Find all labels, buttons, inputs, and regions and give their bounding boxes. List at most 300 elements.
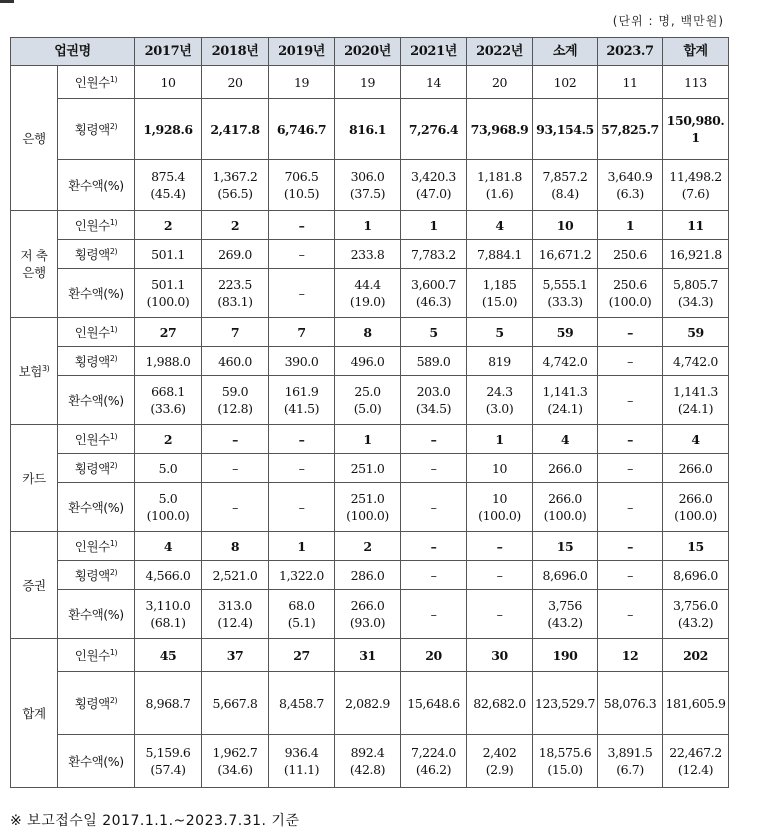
value-cell: 819	[467, 347, 533, 376]
value-cell	[663, 483, 729, 532]
recovered-amount: 11,498.2	[669, 169, 722, 184]
sector-name	[11, 425, 58, 532]
value-cell	[135, 590, 202, 639]
header-col: 합계	[663, 38, 729, 66]
sector-name	[11, 532, 58, 639]
recovered-percent: (24.1)	[547, 401, 583, 416]
metric-label	[58, 672, 135, 735]
value-cell: 390.0	[269, 347, 335, 376]
value-cell	[269, 160, 335, 211]
recovered-percent: (68.1)	[150, 615, 186, 630]
metric-label-text: 환수액(%)	[68, 285, 124, 301]
metric-label-text: 횡령액	[74, 353, 110, 369]
recovered-percent: (12.8)	[217, 401, 253, 416]
metric-label-text: 인원수	[74, 74, 110, 90]
recovered-amount: 936.4	[284, 745, 319, 760]
recovered-percent: (12.4)	[677, 762, 714, 777]
metric-label	[58, 211, 135, 240]
sector-row-amount	[11, 454, 729, 483]
sector-name-line: 보험$^{3)}$	[18, 363, 50, 379]
sector-name-line: 은행	[22, 130, 46, 146]
value-cell: 5	[467, 318, 533, 347]
metric-footnote-mark: 1)	[109, 74, 118, 84]
value-cell: –	[202, 425, 269, 454]
value-cell	[202, 483, 269, 532]
value-cell	[335, 483, 401, 532]
metric-footnote-mark: 1)	[109, 431, 118, 441]
value-cell: 6,746.7	[269, 99, 335, 160]
sector-row-count	[11, 425, 729, 454]
recovered-amount: 3,420.3	[411, 169, 456, 184]
recovered-percent: (12.4)	[217, 615, 253, 630]
value-cell: 269.0	[202, 240, 269, 269]
value-cell: 2	[202, 211, 269, 240]
metric-label-text: 환수액(%)	[68, 392, 124, 408]
value-cell: 286.0	[335, 561, 401, 590]
recovered-amount: 1,962.7	[212, 745, 258, 760]
metric-label-text: 환수액(%)	[68, 499, 124, 515]
recovered-amount: 3,600.7	[411, 277, 456, 292]
value-cell: 15	[663, 532, 729, 561]
value-cell: 93,154.5	[533, 99, 598, 160]
metric-label-text: 횡령액	[74, 246, 110, 262]
header-col: 2022년	[467, 38, 533, 66]
metric-label-text: 인원수	[74, 217, 110, 233]
value-cell: 8	[335, 318, 401, 347]
value-cell	[533, 590, 598, 639]
metric-label-text: 인원수	[74, 431, 110, 447]
recovered-amount: 306.0	[350, 169, 385, 184]
value-cell	[335, 160, 401, 211]
sector-row-amount	[11, 672, 729, 735]
value-cell	[533, 735, 598, 788]
sector-row-amount	[11, 347, 729, 376]
value-cell: 1	[335, 425, 401, 454]
recovered-percent: (34.6)	[217, 762, 253, 777]
value-cell	[663, 160, 729, 211]
value-cell	[533, 376, 598, 425]
value-cell: 4,742.0	[663, 347, 729, 376]
sector-name-line: 합계	[22, 705, 46, 721]
recovered-amount: 24.3	[486, 384, 513, 399]
metric-label-text: 횡령액	[74, 695, 110, 711]
recovered-percent: (93.0)	[349, 615, 386, 630]
recovered-amount: 18,575.6	[538, 745, 592, 760]
value-cell: –	[467, 561, 533, 590]
sector-row-recovered	[11, 735, 729, 788]
recovered-percent: (56.5)	[217, 186, 253, 201]
value-cell: 7	[269, 318, 335, 347]
value-cell	[598, 590, 663, 639]
recovered-percent: (6.3)	[616, 186, 644, 201]
value-cell	[467, 735, 533, 788]
metric-label-text: 횡령액	[74, 460, 110, 476]
recovered-amount: –	[298, 285, 305, 301]
recovered-amount: 266.0	[350, 598, 385, 613]
value-cell: 266.0	[663, 454, 729, 483]
corner-mark	[0, 0, 14, 3]
value-cell: 12	[598, 639, 663, 672]
metric-footnote-mark: 2)	[109, 695, 118, 705]
value-cell: 73,968.9	[467, 99, 533, 160]
recovered-percent: (34.5)	[415, 401, 452, 416]
value-cell: 2	[335, 532, 401, 561]
value-cell: 501.1	[135, 240, 202, 269]
sector-row-count	[11, 639, 729, 672]
value-cell: 190	[533, 639, 598, 672]
recovered-amount: 250.6	[613, 277, 647, 292]
value-cell	[135, 160, 202, 211]
value-cell: 496.0	[335, 347, 401, 376]
sector-row-recovered	[11, 590, 729, 639]
recovered-percent: (8.4)	[551, 186, 579, 201]
value-cell: 589.0	[401, 347, 467, 376]
recovered-percent: (33.3)	[547, 294, 583, 309]
recovered-percent: (100.0)	[146, 508, 190, 523]
value-cell	[269, 483, 335, 532]
value-cell: 2,521.0	[202, 561, 269, 590]
metric-label-text: 횡령액	[74, 121, 110, 137]
recovered-amount: 706.5	[284, 169, 319, 184]
value-cell	[335, 735, 401, 788]
value-cell	[401, 590, 467, 639]
sector-name-line: 카드	[22, 470, 46, 486]
value-cell: 2,082.9	[335, 672, 401, 735]
recovered-percent: (7.6)	[681, 186, 710, 201]
value-cell: 14	[401, 66, 467, 99]
value-cell: –	[202, 454, 269, 483]
value-cell: –	[598, 318, 663, 347]
recovered-amount: 5,805.7	[673, 277, 718, 292]
header-col: 2023.7	[598, 38, 663, 66]
recovered-amount: 59.0	[221, 384, 249, 399]
metric-label-text: 인원수	[74, 647, 110, 663]
recovered-amount: 1,141.3	[542, 384, 588, 399]
recovered-amount: 3,756.0	[673, 598, 718, 613]
embezzlement-table	[10, 37, 729, 788]
value-cell: –	[401, 454, 467, 483]
value-cell: 30	[467, 639, 533, 672]
value-cell: –	[598, 347, 663, 376]
value-cell: 251.0	[335, 454, 401, 483]
metric-label	[58, 240, 135, 269]
value-cell: 11	[598, 66, 663, 99]
value-cell: 1	[335, 211, 401, 240]
value-cell	[269, 735, 335, 788]
metric-label	[58, 735, 135, 788]
value-cell: 1,988.0	[135, 347, 202, 376]
value-cell: 202	[663, 639, 729, 672]
recovered-percent: (33.6)	[150, 401, 186, 416]
value-cell: 10	[135, 66, 202, 99]
value-cell: 181,605.9	[663, 672, 729, 735]
recovered-amount: 875.4	[151, 169, 185, 184]
value-cell: –	[598, 425, 663, 454]
value-cell: 2	[135, 425, 202, 454]
value-cell: 4,566.0	[135, 561, 202, 590]
value-cell: 11	[663, 211, 729, 240]
recovered-amount: 3,110.0	[145, 598, 191, 613]
recovered-percent: (10.5)	[283, 186, 320, 201]
metric-label-text: 인원수	[74, 538, 110, 554]
value-cell: 5.0	[135, 454, 202, 483]
value-cell: 8,696.0	[533, 561, 598, 590]
metric-footnote-mark: 1)	[109, 324, 118, 334]
recovered-percent: (46.3)	[415, 294, 452, 309]
value-cell: 16,921.8	[663, 240, 729, 269]
value-cell	[135, 376, 202, 425]
value-cell: –	[598, 532, 663, 561]
recovered-amount: 203.0	[416, 384, 451, 399]
recovered-amount: –	[627, 499, 633, 515]
sector-row-count	[11, 532, 729, 561]
recovered-amount: 313.0	[218, 598, 252, 613]
recovered-percent: (19.0)	[349, 294, 386, 309]
value-cell	[467, 590, 533, 639]
value-cell: 8	[202, 532, 269, 561]
recovered-percent: (100.0)	[543, 508, 587, 523]
recovered-percent: (42.8)	[349, 762, 386, 777]
value-cell: –	[269, 454, 335, 483]
recovered-percent: (3.0)	[485, 401, 514, 416]
value-cell	[598, 376, 663, 425]
recovered-amount: 5.0	[158, 491, 178, 506]
value-cell	[663, 269, 729, 318]
sector-row-count	[11, 211, 729, 240]
value-cell	[401, 735, 467, 788]
value-cell	[202, 590, 269, 639]
value-cell: 20	[467, 66, 533, 99]
value-cell	[533, 160, 598, 211]
value-cell: 102	[533, 66, 598, 99]
sector-name	[11, 318, 58, 425]
recovered-amount: 68.0	[288, 598, 315, 613]
value-cell	[202, 376, 269, 425]
metric-label-text: 환수액(%)	[68, 177, 124, 193]
metric-footnote-mark: 1)	[109, 538, 118, 548]
value-cell: 10	[467, 454, 533, 483]
value-cell: 7,276.4	[401, 99, 467, 160]
metric-label	[58, 269, 135, 318]
value-cell: 57,825.7	[598, 99, 663, 160]
value-cell	[202, 735, 269, 788]
recovered-amount: 1,185	[482, 277, 517, 292]
recovered-percent: (100.0)	[674, 508, 717, 523]
recovered-amount: 44.4	[354, 277, 381, 292]
value-cell: 2	[135, 211, 202, 240]
value-cell: 58,076.3	[598, 672, 663, 735]
value-cell: 20	[202, 66, 269, 99]
sector-name-line: 저 축	[20, 248, 48, 263]
value-cell	[335, 590, 401, 639]
metric-label	[58, 425, 135, 454]
value-cell: 4,742.0	[533, 347, 598, 376]
metric-label	[58, 318, 135, 347]
sector-row-count	[11, 318, 729, 347]
recovered-percent: (2.9)	[485, 762, 514, 777]
value-cell: 8,968.7	[135, 672, 202, 735]
recovered-amount: 3,891.5	[607, 745, 653, 760]
recovered-amount: 266.0	[548, 491, 582, 506]
value-cell: 7	[202, 318, 269, 347]
header-row	[11, 38, 729, 66]
sector-name-line: 증권	[22, 577, 46, 593]
recovered-percent: (5.1)	[287, 615, 316, 630]
metric-footnote-mark: 2)	[109, 353, 118, 363]
recovered-percent: (1.6)	[485, 186, 514, 201]
metric-label	[58, 639, 135, 672]
value-cell: –	[598, 454, 663, 483]
value-cell: 82,682.0	[467, 672, 533, 735]
recovered-percent: (5.0)	[353, 401, 382, 416]
metric-footnote-mark: 2)	[109, 460, 118, 470]
value-cell: 15	[533, 532, 598, 561]
value-cell: –	[269, 240, 335, 269]
metric-footnote-mark: 2)	[109, 567, 118, 577]
recovered-amount: 5,555.1	[542, 277, 588, 292]
metric-label	[58, 376, 135, 425]
value-cell	[335, 269, 401, 318]
header-sector: 업권명	[11, 38, 135, 66]
sector-footnote-mark: 3)	[41, 363, 50, 373]
value-cell: 8,696.0	[663, 561, 729, 590]
value-cell: 1,928.6	[135, 99, 202, 160]
header-col: 2021년	[401, 38, 467, 66]
recovered-percent: (24.1)	[677, 401, 714, 416]
sector-name-line: 은행	[22, 265, 46, 280]
metric-label-text: 환수액(%)	[68, 606, 124, 622]
value-cell: 8,458.7	[269, 672, 335, 735]
recovered-amount: –	[430, 606, 437, 622]
header-col: 2018년	[202, 38, 269, 66]
value-cell	[467, 160, 533, 211]
metric-label-text: 환수액(%)	[68, 753, 124, 769]
value-cell: 10	[533, 211, 598, 240]
sector-row-recovered	[11, 160, 729, 211]
value-cell	[335, 376, 401, 425]
value-cell	[401, 269, 467, 318]
recovered-amount: 10	[491, 491, 508, 506]
recovered-amount: 3,756	[548, 598, 582, 613]
metric-label	[58, 590, 135, 639]
recovered-percent: (46.2)	[415, 762, 452, 777]
recovered-amount: 161.9	[284, 384, 319, 399]
value-cell: –	[467, 532, 533, 561]
recovered-amount: –	[298, 499, 305, 515]
value-cell	[135, 483, 202, 532]
recovered-amount: 668.1	[151, 384, 185, 399]
recovered-percent: (100.0)	[346, 508, 389, 523]
value-cell: 2,417.8	[202, 99, 269, 160]
recovered-amount: 892.4	[350, 745, 385, 760]
value-cell: 7,884.1	[467, 240, 533, 269]
value-cell	[467, 483, 533, 532]
recovered-amount: 251.0	[350, 491, 385, 506]
value-cell: 59	[663, 318, 729, 347]
recovered-amount: 1,367.2	[212, 169, 258, 184]
value-cell: 4	[533, 425, 598, 454]
metric-footnote-mark: 2)	[109, 246, 118, 256]
recovered-percent: (34.3)	[677, 294, 714, 309]
value-cell: 266.0	[533, 454, 598, 483]
value-cell	[598, 269, 663, 318]
value-cell: 16,671.2	[533, 240, 598, 269]
header-col: 2019년	[269, 38, 335, 66]
recovered-percent: (43.2)	[547, 615, 583, 630]
header-col: 소계	[533, 38, 598, 66]
recovered-amount: –	[430, 499, 437, 515]
recovered-percent: (37.5)	[349, 186, 386, 201]
value-cell: –	[401, 561, 467, 590]
recovered-amount: 1,141.3	[673, 384, 718, 399]
value-cell	[401, 160, 467, 211]
value-cell	[269, 269, 335, 318]
value-cell: 1	[401, 211, 467, 240]
value-cell: 1,322.0	[269, 561, 335, 590]
value-cell: 4	[135, 532, 202, 561]
value-cell: 1	[269, 532, 335, 561]
recovered-percent: (15.0)	[481, 294, 518, 309]
value-cell: 37	[202, 639, 269, 672]
sector-row-amount	[11, 99, 729, 160]
value-cell	[467, 376, 533, 425]
recovered-amount: 22,467.2	[669, 745, 722, 760]
value-cell: 113	[663, 66, 729, 99]
value-cell: 4	[467, 211, 533, 240]
sector-row-amount	[11, 240, 729, 269]
value-cell	[598, 483, 663, 532]
recovered-percent: (47.0)	[415, 186, 452, 201]
value-cell	[269, 590, 335, 639]
value-cell: –	[269, 211, 335, 240]
metric-footnote-mark: 1)	[109, 217, 118, 227]
metric-label-text: 횡령액	[74, 567, 110, 583]
value-cell	[533, 269, 598, 318]
value-cell	[663, 590, 729, 639]
recovered-percent: (11.1)	[283, 762, 320, 777]
recovered-amount: 7,224.0	[411, 745, 456, 760]
value-cell: 250.6	[598, 240, 663, 269]
sector-name	[11, 66, 58, 211]
value-cell	[533, 483, 598, 532]
value-cell: 1	[598, 211, 663, 240]
value-cell: 7,783.2	[401, 240, 467, 269]
value-cell	[135, 735, 202, 788]
recovered-percent: (100.0)	[478, 508, 521, 523]
metric-label	[58, 66, 135, 99]
value-cell	[202, 269, 269, 318]
recovered-amount: 266.0	[678, 491, 713, 506]
sector-row-count	[11, 66, 729, 99]
metric-label	[58, 99, 135, 160]
recovered-percent: (45.4)	[150, 186, 186, 201]
metric-label	[58, 347, 135, 376]
recovered-percent: (43.2)	[677, 615, 714, 630]
metric-label	[58, 160, 135, 211]
metric-label	[58, 454, 135, 483]
value-cell: 233.8	[335, 240, 401, 269]
recovered-amount: 1,181.8	[477, 169, 522, 184]
recovered-amount: 7,857.2	[542, 169, 588, 184]
value-cell: 27	[269, 639, 335, 672]
value-cell: 45	[135, 639, 202, 672]
value-cell: 460.0	[202, 347, 269, 376]
recovered-amount: 223.5	[218, 277, 252, 292]
metric-label	[58, 532, 135, 561]
value-cell	[269, 376, 335, 425]
value-cell: 4	[663, 425, 729, 454]
sector-row-recovered	[11, 483, 729, 532]
